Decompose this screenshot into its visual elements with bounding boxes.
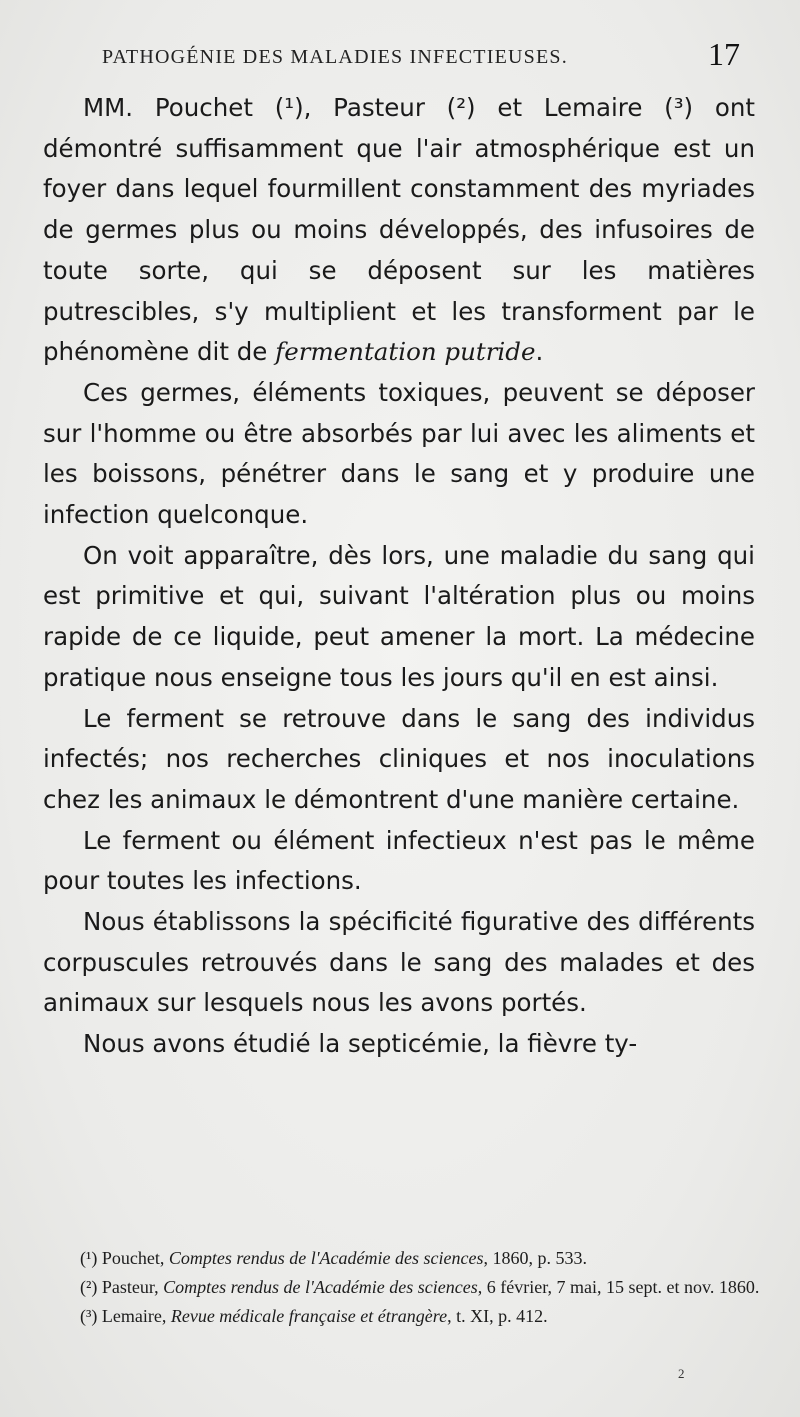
paragraph-text: Nous établissons la spécificité figurative des différents corpuscules retrouvés dans le sang des malades et des animaux sur lesquels nous les avons portés. — [43, 907, 755, 1018]
signature-mark: 2 — [678, 1366, 685, 1381]
paragraph-text: Nous avons étudié la septicémie, la fièvre ty- — [83, 1029, 638, 1059]
paragraph — [43, 373, 755, 536]
footnote-text: (³) Lemaire, — [80, 1306, 171, 1326]
footnote — [58, 1302, 764, 1331]
paragraph — [43, 902, 755, 1024]
footnotes — [58, 1244, 764, 1331]
footnote-text: , 6 février, 7 mai, 15 sept. et nov. 1860. — [477, 1277, 760, 1297]
paragraph-text: Le ferment se retrouve dans le sang des individus infectés; nos recherches cliniques et nos inoculations chez les animaux le démontrent d'une manière certaine. — [43, 703, 755, 814]
paragraph — [43, 88, 755, 373]
paragraph — [43, 699, 755, 821]
footnote-text: (¹) Pouchet, — [80, 1248, 169, 1268]
footnote-source-title: Comptes rendus de l'Académie des sciences — [163, 1277, 478, 1297]
paragraph — [43, 1024, 755, 1065]
italic-term: fermentation putride — [275, 337, 536, 367]
paragraph — [43, 821, 755, 902]
footnote — [58, 1273, 764, 1302]
paragraph-text: Ces germes, éléments toxiques, peuvent se déposer sur l'homme ou être absorbés par lui avec les aliments et les boissons, pénétrer dans le sang et y produire une infection quelconque. — [43, 377, 755, 530]
footnote — [58, 1244, 764, 1273]
body-text — [43, 88, 755, 1065]
paragraph-text: Le ferment ou élément infectieux n'est pas le même pour toutes les infections. — [43, 825, 755, 896]
paragraph-text: MM. Pouchet (¹), Pasteur (²) et Lemaire (³) ont démontré suffisamment que l'air atmosphérique est un foyer dans lequel fourmillent constamment des myriades de germes plus ou moins développés, des infusoires de toute sorte, qui se déposent sur les matières putrescibles, s'y multiplient et les transforment par le phénomène dit de — [43, 93, 755, 367]
footnote-text: , 1860, p. 533. — [483, 1248, 587, 1268]
page-number: 17 — [708, 36, 740, 72]
running-title: PATHOGÉNIE DES MALADIES INFECTIEUSES. — [102, 46, 568, 68]
paragraph-text: . — [535, 337, 544, 367]
paragraph-text: On voit apparaître, dès lors, une maladie du sang qui est primitive et qui, suivant l'altération plus ou moins rapide de ce liquide, peut amener la mort. La médecine pratique nous enseigne tous les jours qu'il en est ainsi. — [43, 540, 755, 692]
footnote-text: , t. XI, p. 412. — [447, 1306, 548, 1326]
paragraph — [43, 536, 755, 699]
footnote-source-title: Comptes rendus de l'Académie des sciences — [168, 1248, 484, 1268]
footnote-source-title: Revue médicale française et étrangère — [170, 1306, 448, 1326]
footnote-text: (²) Pasteur, — [80, 1277, 164, 1297]
running-head — [90, 36, 740, 76]
